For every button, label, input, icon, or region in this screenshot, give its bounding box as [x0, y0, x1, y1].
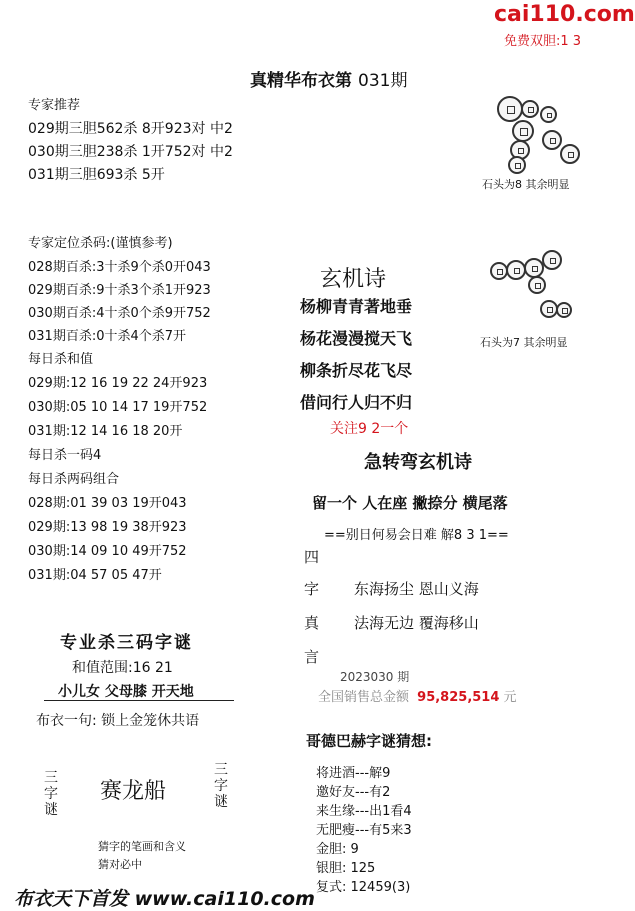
riddle3-hint: 猜对必中 [98, 858, 142, 871]
sales-issue: 2023030 期 [340, 670, 410, 684]
coin-icon [540, 106, 557, 123]
site-logo: cai110.com [494, 2, 635, 27]
title-issue: 031期 [358, 71, 408, 91]
turn-line: 留一个 人在座 撇捺分 横尾落 [312, 494, 508, 512]
expert-line: 031期三胆693杀 5开 [28, 167, 165, 183]
goedel-line: 复式: 12459(3) [316, 880, 411, 895]
daily-kill-one: 每日杀一码4 [28, 448, 102, 463]
coin-icon [508, 156, 526, 174]
page-title [250, 66, 407, 91]
four-words-char: 言 [304, 648, 320, 666]
coin-icon [542, 250, 562, 270]
sales-label: 全国销售总金额 [318, 690, 410, 705]
daily-two-line: 029期:13 98 19 38开923 [28, 520, 187, 535]
xuanji-line: 杨柳青青著地垂 [300, 297, 413, 316]
sum-range: 和值范围:16 21 [72, 660, 173, 676]
coin-icon [528, 276, 546, 294]
turn-line: ==别日何易会日难 解8 3 1== [324, 528, 509, 543]
expert-heading: 专家推荐 [28, 98, 81, 113]
goedel-line: 无肥瘦---有5来3 [316, 823, 412, 838]
free-pick-badge: 免费双胆:1 3 [504, 34, 582, 49]
coin-icon [556, 302, 572, 318]
xuanji-line: 杨花漫漫搅天飞 [300, 329, 413, 348]
xuanji-heading: 玄机诗 [320, 267, 387, 292]
sales-line [318, 686, 517, 705]
daily-two-line: 030期:14 09 10 49开752 [28, 544, 187, 559]
coin-icon [497, 96, 523, 122]
goedel-line: 银胆: 125 [316, 861, 376, 876]
xuanji-follow: 关注9 2一个 [330, 421, 409, 437]
four-words-row: 东海扬尘 恩山义海 [354, 580, 479, 598]
four-words-char: 真 [304, 614, 320, 632]
daily-sum-line: 029期:12 16 19 22 24开923 [28, 376, 208, 391]
position-kill-heading: 专家定位杀码:(谨慎参考) [28, 236, 173, 251]
position-kill-line: 028期百杀:3十杀9个杀0开043 [28, 260, 211, 275]
riddle3-hint: 猜字的笔画和含义 [98, 840, 186, 853]
sales-unit: 元 [503, 690, 517, 705]
position-kill-line: 031期百杀:0十杀4个杀7开 [28, 329, 187, 344]
goedel-line: 金胆: 9 [316, 842, 359, 857]
goedel-line: 邀好友---有2 [316, 785, 391, 800]
buyi-line: 布衣一句: 锁上金笼休共语 [36, 713, 200, 729]
coin-icon [506, 260, 526, 280]
coin-label: 石头为8 其余明显 [482, 178, 570, 191]
coin-icon [524, 258, 544, 278]
goedel-heading: 哥德巴赫字谜猜想: [306, 732, 432, 750]
daily-two-heading: 每日杀两码组合 [28, 472, 120, 487]
pro-kill-riddle: 小儿女 父母膝 开天地 [58, 684, 194, 700]
xuanji-line: 柳条折尽花飞尽 [300, 361, 413, 380]
coin-label: 石头为7 其余明显 [480, 336, 568, 349]
footer-banner: 布衣天下首发 www.cai110.com [14, 888, 315, 910]
goedel-line: 将进酒---解9 [316, 766, 391, 781]
sales-amount: 95,825,514 [417, 690, 500, 705]
coin-icon [521, 100, 539, 118]
four-words-row: 法海无边 覆海移山 [354, 614, 479, 632]
four-words-char: 字 [304, 580, 320, 598]
riddle3-main: 赛龙船 [100, 779, 167, 804]
four-words-char: 四 [304, 548, 320, 566]
daily-two-line: 028期:01 39 03 19开043 [28, 496, 187, 511]
expert-line: 029期三胆562杀 8开923对 中2 [28, 121, 233, 137]
coin-icon [560, 144, 580, 164]
riddle-underline [44, 700, 234, 701]
coin-icon [542, 130, 562, 150]
position-kill-line: 029期百杀:9十杀3个杀1开923 [28, 283, 211, 298]
title-text: 真精华布衣第 [250, 71, 352, 91]
daily-sum-line: 031期:12 14 16 18 20开 [28, 424, 183, 439]
coin-icon [512, 120, 534, 142]
daily-sum-line: 030期:05 10 14 17 19开752 [28, 400, 208, 415]
turn-heading: 急转弯玄机诗 [364, 452, 472, 473]
daily-sum-heading: 每日杀和值 [28, 352, 94, 367]
daily-two-line: 031期:04 57 05 47开 [28, 568, 162, 583]
position-kill-line: 030期百杀:4十杀0个杀9开752 [28, 306, 211, 321]
riddle3-side-left: 三字谜 [44, 770, 58, 818]
expert-line: 030期三胆238杀 1开752对 中2 [28, 144, 233, 160]
pro-kill-heading: 专业杀三码字谜 [60, 633, 193, 653]
goedel-line: 来生缘---出1看4 [316, 804, 412, 819]
riddle3-side-right: 三字谜 [214, 762, 228, 810]
xuanji-line: 借问行人归不归 [300, 393, 413, 412]
